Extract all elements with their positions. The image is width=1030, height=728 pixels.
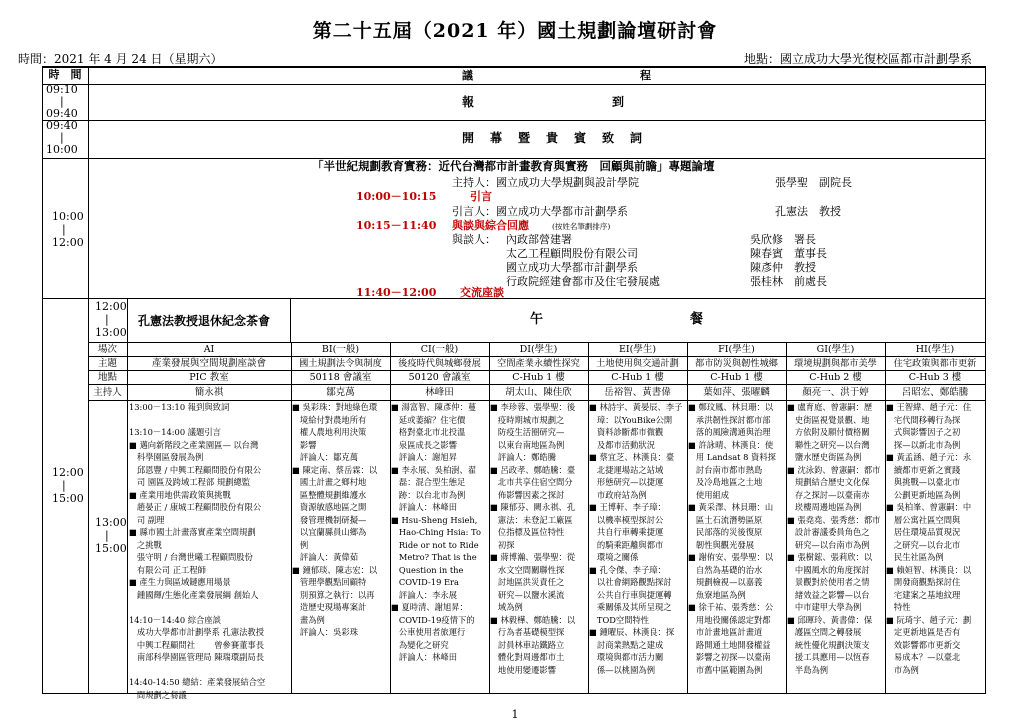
page-title: 第二十五屆（2021 年）國土規劃論壇研討會: [312, 20, 718, 42]
session-id: DI(學生): [519, 344, 558, 355]
session-c-content: ■ 湯富智、陳彥仲：蔓 延或萎縮？住宅價 格對臺北市北投溫 泉區成長之影響 評論人：謝旭昇 ■ 李永展、吳柏澍、翟 磊：混合型生態足 跡：以台北市為例 評論人：林峰田 ■ Hsu-Sheng Hsieh, Hao-Ching Hsia: To Ride or not to Ride Metro? That is the Question in the COVID-19 Era 評論人：李永展 ■ 夏時清、謝旭昇： COVID-19疫情下的 公車使用者旅運行 為變化之研究 評論人：林峰田: [391, 402, 481, 662]
session-place: C-Hub 1 樓: [611, 372, 664, 383]
session-host: 胡太山、陳佳欣: [505, 387, 572, 398]
session-host: 顏亮一、洪于婷: [802, 387, 869, 398]
panel-org: 內政部營建署: [506, 233, 572, 246]
session-e-content: ■ 林詩宇、黃晏辰、李子 璋：以YouBike公開 資料診斷都市微觀 及都市活動狀況 ■ 蔡宜芝、林漢良：臺 北捷運場站之站域 形態研究—以捷運 市政府站為例 ■ 王博軒、李子璋： 以機率模型探討公 共自行車轉乘捷運 的騎乘距離與都市 環境之關係 ■ 孔令傑、李子璋： 以社會網路觀點探討 公共自行車與捷運轉 乘關係及其所呈現之 TOD空間特性 ■ 鍾曜辰、林漢良：探 討商業熱點之建成 環境與都市活力關 係—以桃園為例: [589, 402, 683, 675]
session-host: 簡永祺: [194, 387, 224, 398]
panel-org: 太乙工程顧問股份有限公司: [506, 247, 638, 260]
forum-session-1: 引言: [470, 190, 492, 203]
forum-speaker-name: 孔憲法 教授: [775, 205, 841, 218]
forum-time-3: 11:40－12:00: [356, 286, 437, 299]
session-id: CI(一般): [420, 344, 459, 355]
session-g-content: ■ 盧育庭、曾憲嗣：歷 史街區視覺景觀、地 方依附及願付價格關 聯性之研究—以台灣 鹽水歷史街區為例 ■ 沈泳鈞、曾憲嗣：都市 規劃結合歷史文化保 存之探討—以臺南赤 崁樓周邊地區為例 ■ 張堯堯、張秀慈：都市 設計審議委員角色之 研究—以台南市為例 ■ 張樹鋐、張莉欣：以 中國風水的角度探討 景觀對於使用者之情 緒效益之影響—以台 中市建甲大學為例 ■ 邱暉玲、黃書偉：保 護區空間之轉發展 統性優化規劃決策支 援工具應用—以恆春 半島為例: [787, 402, 881, 675]
session-topic: 都市防災與韌性城鄉: [695, 358, 778, 369]
session-id: GI(學生): [816, 344, 855, 355]
panel-name: 陳春賓 董事長: [750, 247, 827, 260]
session-a-content: 13:00－13:10 報到與致詞 13:10－14:00 議題引言 ■ 邁向新階段之產業園區— 以台灣 科學園區發展為例 邱恩豐 / 中興工程顧問股份有限公 司 園區及跨域工程部 規劃總監 ■ 產業用地供需政策與挑戰 趙晏正 / 康城工程顧問股份有限公 司 副理 ■ 縣市國土計畫落實產業空間規劃 之挑戰 張守明 / 台灣世曦工程顧問股份 有限公司 正工程師 ■ 產生力與區域鏈應用場景 鍾國輝/生態化產業發展綱 創始人 14:10－14:40 綜合座談 成功大學都市計劃學系 孔憲法教授 中興工程顧問社 曾參賽董事長 南部科學園區管理局 陳瑞環副局長 14:40-14:50 總結：產業發展結合空 間規劃之芻議: [129, 402, 266, 700]
opening-label: 開 幕 暨 貴 賓 致 詞: [462, 131, 645, 145]
sessions-inner-time: 13:00 | 15:00: [95, 516, 127, 555]
session-topic: 國土規劃法令與制度: [299, 358, 382, 369]
agenda-header-b: 程: [640, 69, 651, 82]
session-place: C-Hub 2 樓: [809, 372, 862, 383]
event-location: 地點：國立成功大學光復校區都市計劃學系: [743, 52, 972, 66]
panel-label: 與談人：: [452, 233, 496, 246]
panel-org: 行政院經建會都市及住宅發展處: [506, 275, 660, 288]
row2-time: 09:40 | 10:00: [46, 119, 78, 156]
place-row-label: 地點: [97, 372, 117, 383]
panel-name: 陳彥仲 教授: [750, 261, 816, 274]
forum-session-3: 交流座談: [460, 286, 504, 299]
session-host: 林峰田: [425, 387, 454, 398]
forum-host-org: 主持人：國立成功大學規劃與設計學院: [452, 176, 639, 189]
forum-host-name: 張學聖 副院長: [775, 176, 852, 189]
session-topic: 住宅政策與都市更新: [893, 358, 977, 369]
forum-session-2-note: (按姓名筆劃排序): [552, 222, 611, 231]
panel-name: 吳欣修 署長: [750, 233, 816, 246]
page-number: 1: [511, 708, 519, 721]
session-id: HI(學生): [915, 344, 955, 355]
session-b-content: ■ 吳彩珠：對地綠色環 境給付對農地所有 權人農地利用決策 影響 評論人：鄒克萬 ■ 陳定南、蔡岳霖：以 國土計畫之鄉村地 區整體規劃維護水 資源敏感地區之開 發管理機制研擬— 以宜蘭縣員山鄉為 例 評論人：黃偉茹 ■ 鐘郁琰、陳志宏：以 管理學觀點回顧特 別預算之執行：以再 造歷史現場專案計 畫為例 評論人：吳彩珠: [292, 402, 378, 637]
session-host: 葉如萍、張曜麟: [703, 387, 770, 398]
topic-row-label: 主題: [97, 358, 117, 369]
session-id: AI: [203, 344, 215, 355]
session-place: C-Hub 1 樓: [710, 372, 763, 383]
panel-org: 國立成功大學都市計劃學系: [506, 261, 638, 274]
room-column-label: 場次: [97, 344, 117, 355]
session-id: EI(學生): [618, 344, 657, 355]
session-place: 50120 會議室: [408, 372, 471, 383]
event-date: 時間：2021 年 4 月 24 日（星期六）: [18, 52, 223, 66]
agenda-header-a: 議: [462, 69, 473, 82]
session-host: 岳裕智、黃書偉: [604, 387, 671, 398]
forum-session-2: 與談與綜合回應: [452, 219, 529, 232]
session-id: FI(學生): [718, 344, 755, 355]
forum-time-2: 10:15－11:40: [356, 219, 437, 232]
sessions-outer-time: 12:00 | 15:00: [52, 466, 84, 505]
registration-label: 報 到: [462, 95, 628, 109]
panel-name: 張桂林 前處長: [750, 275, 827, 288]
session-id: BI(一般): [321, 344, 360, 355]
lunch-label: 午 餐: [530, 312, 707, 327]
session-d-content: ■ 李珍蓉、張學聖：後 疫時期城市規劃之 防疫生活圈研究— 以東台南地區為例 評論人：鄭皓騰 ■ 呂政孝、鄭皓騰：臺 北市共享住宿空間分 佈影響因素之探討 ■ 陳郁芬、闕永祺、孔 憲法：未登記工廠區 位指標及區位特性 初探 ■ 蔣博瀚、張學聖：從 水文空間關聯性探 討地區洪災責任之 研究—以鹽水溪流 域為例 ■ 林毅樺、鄭皓騰：以 行為者基礎模型探 討員林車站鐵路立 體化對周邊都市土 地使用變遷影響: [490, 402, 576, 675]
session-host: 呂昭宏、鄭皓騰: [901, 387, 969, 398]
session-h-content: ■ 王智緯、趙子元：住 宅代間移轉行為探 式與影響因子之初 探—以新北市為例 ■ 黃孟涵、趙子元：永 續都市更新之實踐 與挑戰—以臺北市 公劃更新地區為例 ■ 吳柏峯、曾憲嗣：中 層公寓社區空間與 居住環境品質現況 之研究—以台北市 民生社區為例 ■ 賴姮智、林漢良：以 開發商觀點探討住 宅建案之基地紋理 特性 ■ 阮琦宇、趙子元：劃 定更新地區是否有 效影響都市更新交 易成本？—以臺北 市為例: [886, 402, 972, 675]
tea-party-label: 孔憲法教授退休紀念茶會: [138, 314, 271, 328]
session-place: 50118 會議室: [309, 372, 372, 383]
session-place: C-Hub 1 樓: [512, 372, 565, 383]
session-topic: 產業發展與空間規劃座談會: [151, 358, 266, 369]
time-column-header: 時 間: [48, 68, 82, 81]
row1-time: 09:10 | 09:40: [46, 83, 78, 120]
forum-speaker-org: 引言人：國立成功大學都市計劃學系: [452, 205, 628, 218]
session-f-content: ■ 鄭玟鳳、林貝珊：以 承洪韌性探討都市部 落的風險溝通與治理 ■ 許詠晴、林漢良：使 用 Landsat 8 資料探 討台南市都市熱島 及冷島地區之土地 使用組成 ■ 黃采澤、林貝珊：山 區土石流潛勢區原 民部落的災後復原 韌性與觀光發展 ■ 謝侑安、張學聖：以 自然為基礎的治水 規劃檢視—以嘉義 魚寮地區為例 ■ 徐千祐、張秀慈：公 用地役關係認定對都 市計畫地區計畫道 路開通土地開發權益 影響之初探—以臺南 市舊中區範圍為例: [688, 402, 776, 675]
session-topic: 土地使用與交通計劃: [596, 358, 679, 369]
host-row-label: 主持人: [93, 387, 122, 398]
row3-time: 10:00 | 12:00: [52, 210, 84, 249]
session-place: PIC 教室: [189, 372, 229, 383]
session-host: 鄒克萬: [326, 387, 355, 398]
session-topic: 環境規劃與都市美學: [794, 358, 877, 369]
forum-time-1: 10:00－10:15: [356, 190, 437, 203]
session-topic: 空間產業永續性探究: [497, 358, 580, 369]
forum-title: 「半世紀規劃教育實務：近代台灣都市計畫教育與實務 回顧與前瞻」專題論壇: [312, 159, 715, 173]
lunch-time: 12:00 | 13:00: [95, 300, 127, 339]
session-place: C-Hub 3 樓: [908, 372, 962, 383]
session-topic: 後疫時代與城鄉發展: [398, 358, 481, 369]
